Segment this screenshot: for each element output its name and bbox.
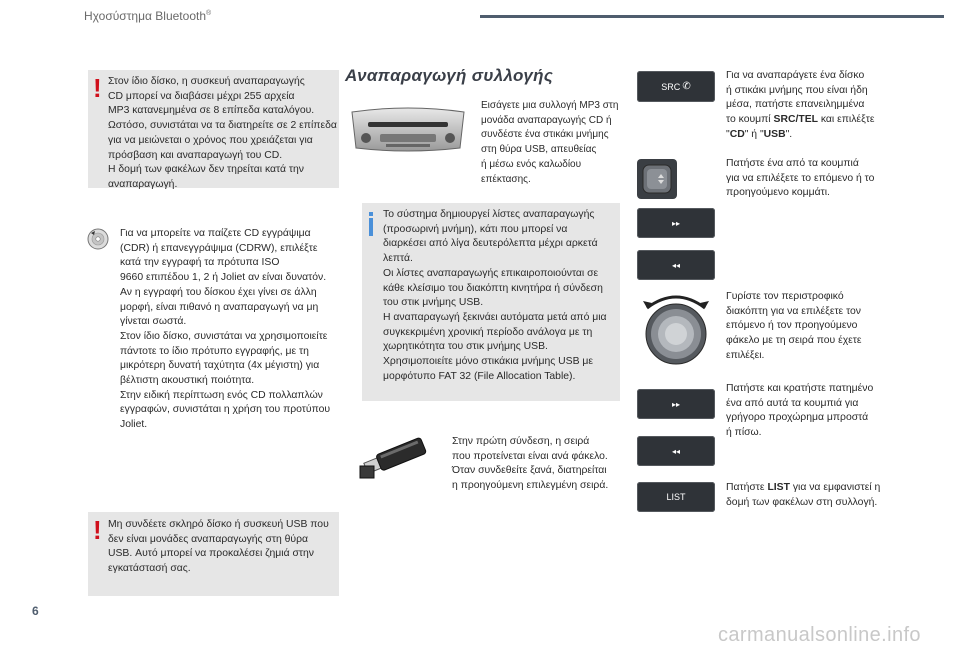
up-down-rocker-button[interactable] <box>637 159 677 199</box>
registered-mark: ® <box>206 10 212 17</box>
section-title: Αναπαραγωγή συλλογής <box>345 66 554 85</box>
cd-disc-icon <box>87 228 109 250</box>
src-instruction: Για να αναπαράγετε ένα δίσκο ή στικάκι μνήμης που είναι ήδη μέσα, πατήστε επανειλημμένα το κουμπί SRC/TEL και επιλέξτε "CD" ή "USB". <box>726 70 875 140</box>
radio-unit-image <box>346 104 470 156</box>
knob-instruction: Γυρίστε τον περιστροφικό διακόπτη για να επιλέξετε τον επόμενο ή τον προηγούμενο φάκελο με τη σειρά που έχετε επιλέξει. <box>726 291 862 361</box>
cd-recording-text: Για να μπορείτε να παίζετε CD εγγράψιμα (CDR) ή επανεγγράψιμα (CDRW), επιλέξτε κατά την εγγραφή τα πρότυπα ISO 9660 επιπέδου 1, 2 ή Joliet αν είναι δυνατόν. Αν η εγγραφή του δίσκου έχει γίνει σε άλλη μορφή, είναι πιθανό η αναπαραγωγή να μη γίνεται σωστά. Στον ίδιο δίσκο, συνιστάται να χρησιμοποιείτε πάντοτε το ίδιο πρότυπο εγγραφής, με τη μικρότερη δυνατή ταχύτητα (4x μέγιστη) για βέλτιστη ακουστική ποιότητα. Στην ειδική περίπτωση ενός CD πολλαπλών εγγραφών, συνιστάται η χρήση του προτύπου Joliet. <box>120 228 331 431</box>
src-tel-button[interactable] <box>637 71 715 102</box>
list-label: LIST <box>666 492 686 502</box>
rotary-knob[interactable] <box>637 290 715 368</box>
insert-collection-text: Εισάγετε μια συλλογή MP3 στη μονάδα αναπαραγωγής CD ή συνδέστε ένα στικάκι μνήμης στη θύρα USB, απευθείας ή μέσω ενός καλωδίου επέκτασης. <box>481 100 619 185</box>
fast-forward-icon: ▸▸ <box>671 399 681 409</box>
usb-stick-image <box>358 434 438 480</box>
warning-icon: ! <box>93 73 102 103</box>
fast-forward-icon: ▸▸ <box>671 218 681 228</box>
updown-instruction: Πατήστε ένα από τα κουμπιά για να επιλέξετε το επόμενο ή το προηγούμενο κομμάτι. <box>726 158 875 199</box>
warning-text-1: Στον ίδιο δίσκο, η συσκευή αναπαραγωγής CD μπορεί να διαβάσει μέχρι 255 αρχεία MP3 κατανεμημένα σε 8 επίπεδα καταλόγου. Ωστόσο, συνιστάται να τα διατηρείτε σε 2 επίπεδα για να μειώνεται ο χρόνος που χρειάζεται για πρόσβαση και αναπαραγωγή του CD. Η δομή των φακέλων δεν τηρείται κατά την αναπαραγωγή. <box>108 76 337 190</box>
footer-watermark: carmanualsonline.info <box>718 624 921 646</box>
header-rule <box>480 15 944 18</box>
info-icon <box>369 218 373 236</box>
rewind-icon: ◂◂ <box>671 260 681 270</box>
hold-instruction: Πατήστε και κρατήστε πατημένο ένα από αυτά τα κουμπιά για γρήγορο προχώρημα μπροστά ή πίσω. <box>726 383 874 439</box>
warning-text-2: Μη συνδέετε σκληρό δίσκο ή συσκευή USB που δεν είναι μονάδες αναπαραγωγής στη θύρα USB. Αυτό μπορεί να προκαλέσει ζημιά στην εγκατάστασή σας. <box>108 519 329 575</box>
warning-icon: ! <box>93 515 102 545</box>
fast-forward-button[interactable] <box>637 389 715 419</box>
src-label: SRC <box>661 81 681 92</box>
phone-icon: ✆ <box>682 81 691 92</box>
header-title: Ηχοσύστημα Bluetooth® <box>84 9 212 23</box>
next-track-button[interactable] <box>637 208 715 238</box>
rewind-icon: ◂◂ <box>671 446 681 456</box>
info-text: Το σύστημα δημιουργεί λίστες αναπαραγωγής (προσωρινή μνήμη), κάτι που μπορεί να διαρκέσει από λίγα δευτερόλεπτα μέχρι αρκετά λεπτά. Οι λίστες αναπαραγωγής επικαιροποιούνται σε κάθε κλείσιμο του διακόπτη κινητήρα ή σύνδεση του στικ μνήμης USB. Η αναπαραγωγή ξεκινάει αυτόματα μετά από μια συγκεκριμένη χρονική περίοδο ανάλογα με τη χωρητικότητα του στικ μνήμης USB. Χρησιμοποιείτε μόνο στικάκια μνήμης USB με μορφότυπο FAT 32 (File Allocation Table). <box>383 209 607 382</box>
fast-rewind-button[interactable] <box>637 436 715 466</box>
usb-order-text: Στην πρώτη σύνδεση, η σειρά που προτείνεται είναι ανά φάκελο. Όταν συνδεθείτε ξανά, διατηρείται η προηγούμενη επιλεγμένη σειρά. <box>452 436 609 492</box>
list-instruction: Πατήστε LIST για να εμφανιστεί η δομή των φακέλων στη συλλογή. <box>726 482 881 508</box>
previous-track-button[interactable] <box>637 250 715 280</box>
page-number: 6 <box>32 604 39 618</box>
list-button[interactable] <box>637 482 715 512</box>
